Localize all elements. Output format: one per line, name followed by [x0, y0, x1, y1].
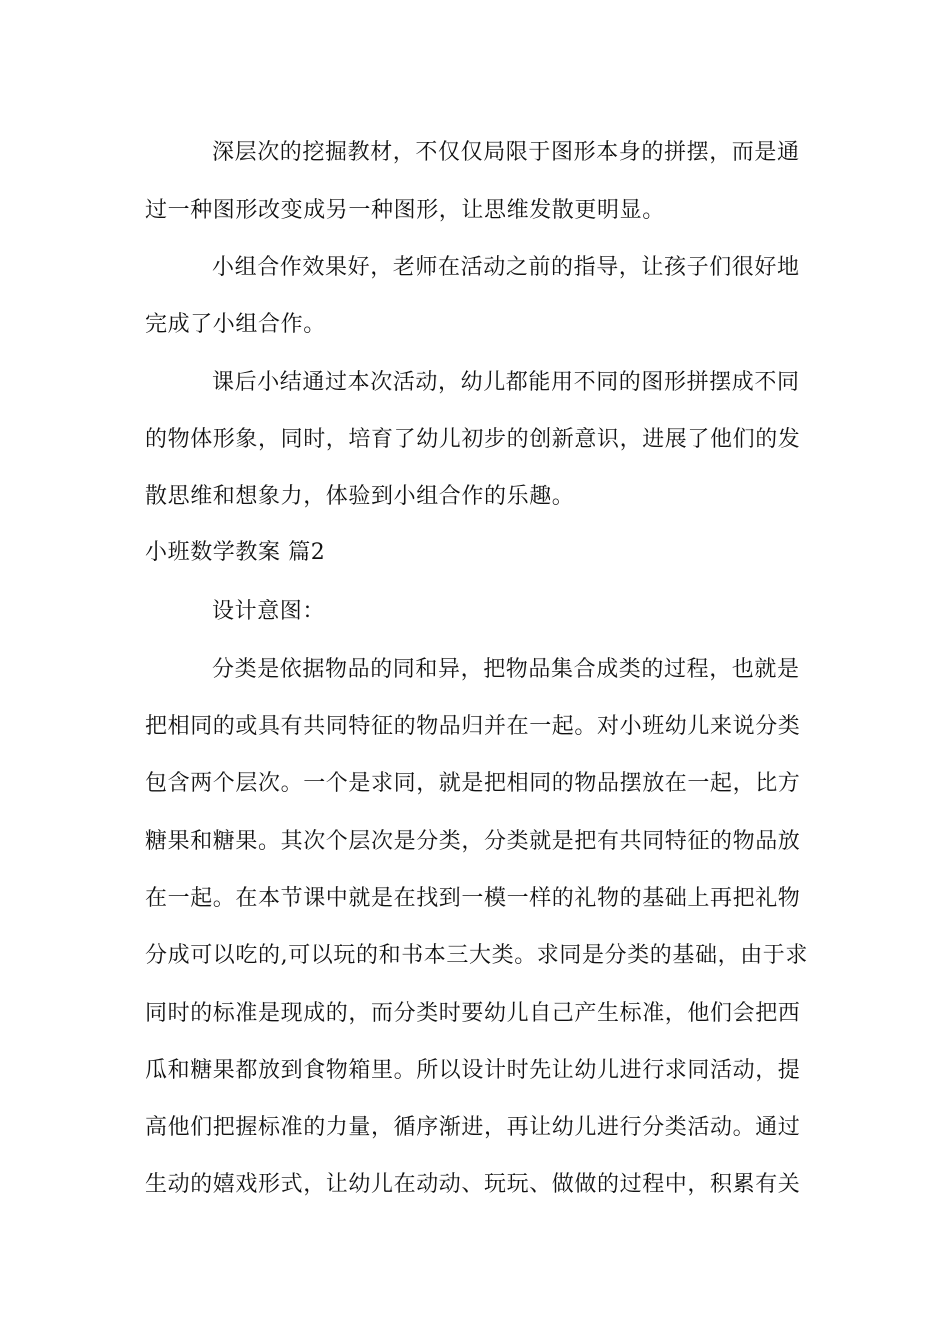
- design-paragraph-line-8: 瓜和糖果都放到食物箱里。所以设计时先让幼儿进行求同活动，提: [145, 1058, 801, 1083]
- design-paragraph-line-3: 包含两个层次。一个是求同，就是把相同的物品摆放在一起，比方: [145, 771, 801, 796]
- paragraph-2-line-1: 小组合作效果好，老师在活动之前的指导，让孩子们很好地: [212, 255, 800, 280]
- paragraph-3-line-3: 散思维和想象力，体验到小组合作的乐趣。: [145, 484, 575, 509]
- design-paragraph-line-7: 同时的标准是现成的，而分类时要幼儿自己产生标准，他们会把西: [145, 1001, 801, 1026]
- design-paragraph-line-6: 分成可以吃的,可以玩的和书本三大类。求同是分类的基础，由于求: [145, 943, 808, 968]
- design-paragraph-line-9: 高他们把握标准的力量，循序渐进，再让幼儿进行分类活动。通过: [145, 1115, 801, 1140]
- design-intent-label: 设计意图：: [212, 599, 326, 624]
- section-heading: 小班数学教案 篇2: [145, 540, 326, 565]
- paragraph-2-line-2: 完成了小组合作。: [145, 312, 326, 337]
- design-paragraph-line-2: 把相同的或具有共同特征的物品归并在一起。对小班幼儿来说分类: [145, 714, 801, 739]
- design-paragraph-line-4: 糖果和糖果。其次个层次是分类，分类就是把有共同特征的物品放: [145, 829, 801, 854]
- design-paragraph-line-1: 分类是依据物品的同和异，把物品集合成类的过程，也就是: [212, 657, 800, 682]
- design-paragraph-line-5: 在一起。在本节课中就是在找到一模一样的礼物的基础上再把礼物: [145, 886, 801, 911]
- design-paragraph-line-10: 生动的嬉戏形式，让幼儿在动动、玩玩、做做的过程中，积累有关: [145, 1172, 801, 1197]
- paragraph-1-line-1: 深层次的挖掘教材，不仅仅局限于图形本身的拼摆，而是通: [212, 140, 800, 165]
- paragraph-3-line-2: 的物体形象，同时，培育了幼儿初步的创新意识，进展了他们的发: [145, 427, 801, 452]
- paragraph-3-line-1: 课后小结通过本次活动，幼儿都能用不同的图形拼摆成不同: [212, 370, 800, 395]
- paragraph-1-line-2: 过一种图形改变成另一种图形，让思维发散更明显。: [145, 198, 665, 223]
